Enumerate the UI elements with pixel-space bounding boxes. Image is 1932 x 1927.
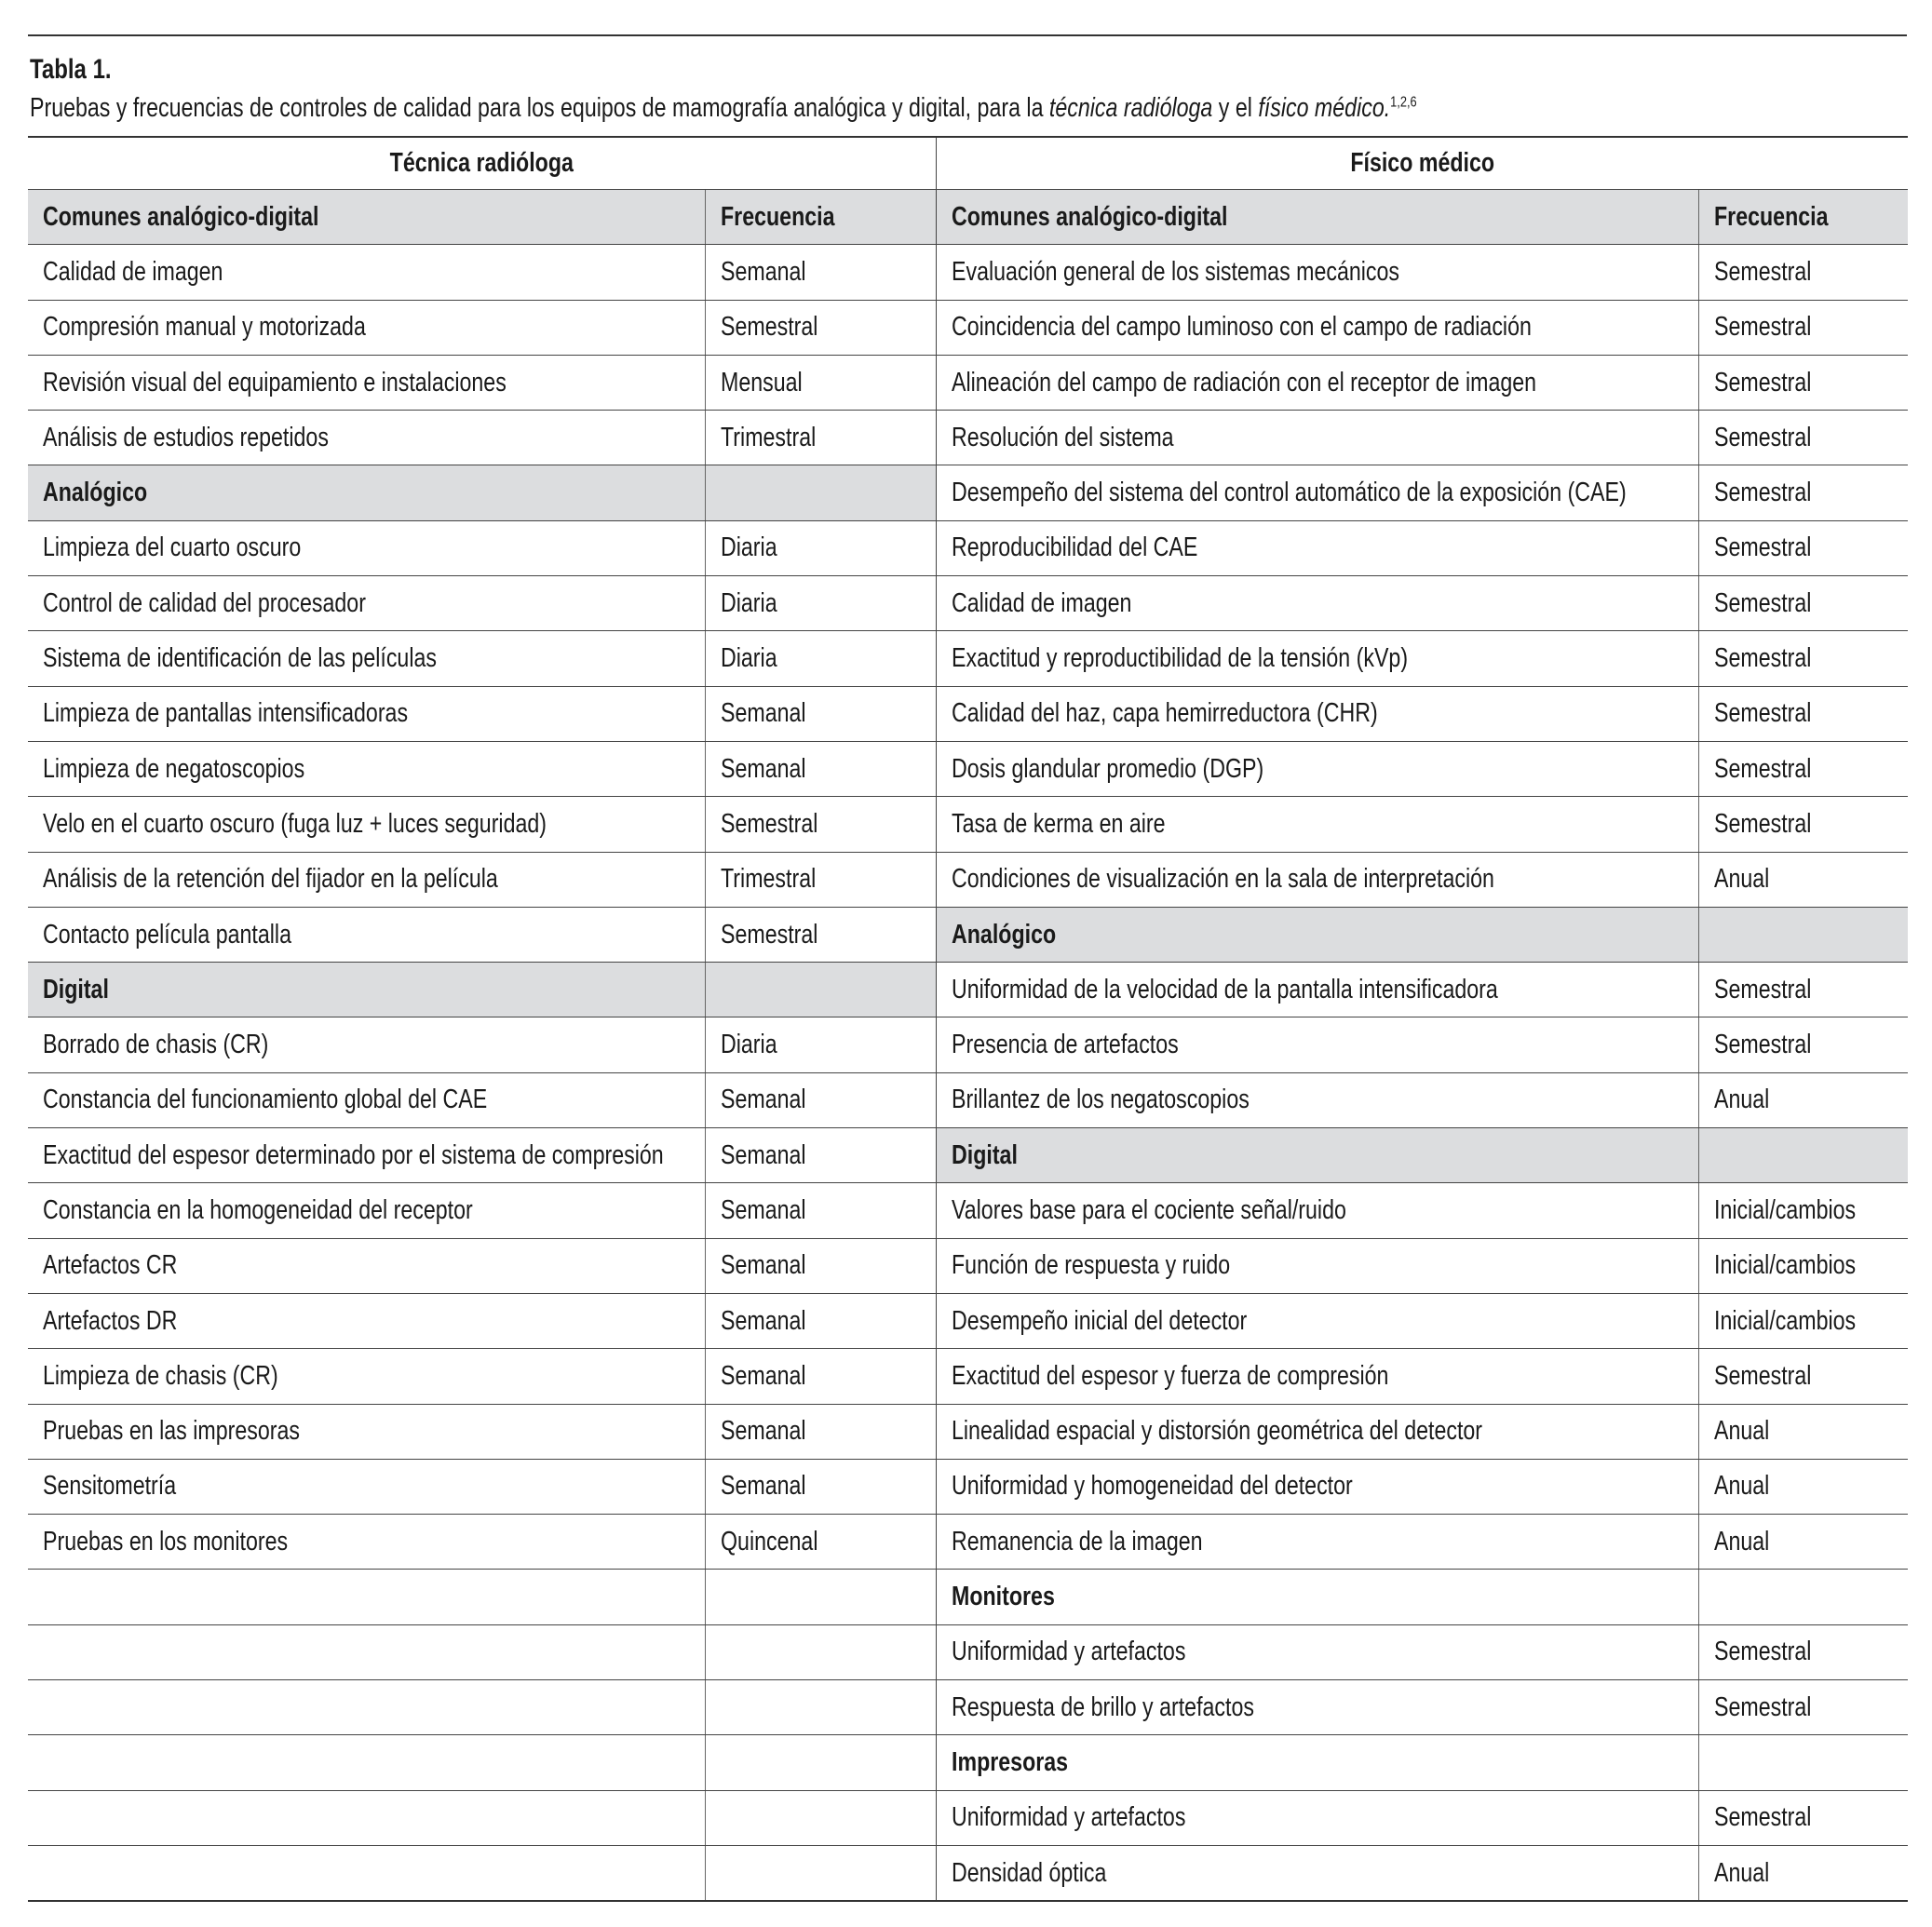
test-cell [936,631,1698,686]
test-cell [28,1624,705,1679]
frequency-text: Anual [1713,1416,1769,1447]
table-row [28,907,1908,962]
test-text: Alineación del campo de radiación con el receptor de imagen [951,367,1536,398]
test-cell [28,1459,705,1514]
test-text: Uniformidad y artefactos [951,1802,1185,1833]
test-cell [28,1790,705,1845]
table-row [28,1845,1908,1901]
table-row [28,797,1908,852]
frequency-cell [1698,1072,1908,1127]
frequency-cell [1698,1238,1908,1293]
table-row [28,1349,1908,1404]
table-row [28,963,1908,1017]
test-cell [936,1404,1698,1459]
group-header-cell [28,465,705,520]
test-text: Exactitud del espesor determinado por el sistema de compresión [43,1139,664,1170]
test-cell [28,300,705,355]
test-cell [28,1735,705,1790]
table-row [28,1459,1908,1514]
frequency-text: Mensual [720,367,803,398]
frequency-text: Anual [1713,864,1769,895]
frequency-text: Diaria [720,643,777,674]
frequency-cell [1698,797,1908,852]
frequency-cell [705,797,936,852]
test-cell [28,520,705,575]
test-cell [936,1293,1698,1348]
frequency-cell [1698,741,1908,796]
group-header-cell [28,963,705,1017]
test-cell [936,1017,1698,1072]
frequency-cell [705,411,936,465]
frequency-text: Inicial/cambios [1713,1305,1856,1336]
test-cell [28,1017,705,1072]
test-text: Limpieza del cuarto oscuro [43,532,302,563]
test-text: Limpieza de pantallas intensificadoras [43,698,409,729]
table-row [28,1128,1908,1183]
test-cell [28,355,705,410]
frequency-cell [705,852,936,907]
frequency-cell [705,631,936,686]
test-cell [936,1680,1698,1735]
group-header-cell [936,907,1698,962]
frequency-cell [1698,1570,1908,1624]
test-cell [28,576,705,631]
test-cell [28,1845,705,1901]
test-cell [936,1072,1698,1127]
test-text: Resolución del sistema [951,422,1174,452]
frequency-cell [705,1735,936,1790]
test-text: Uniformidad y artefactos [951,1637,1185,1667]
test-cell [28,1404,705,1459]
frequency-text: Semestral [720,312,817,343]
test-text: Comunes analógico-digital [43,201,319,232]
frequency-cell [705,1515,936,1570]
test-cell [936,355,1698,410]
test-text: Calidad de imagen [43,256,223,287]
table-row [28,1072,1908,1127]
test-text: Limpieza de negatoscopios [43,753,305,784]
table-row [28,1624,1908,1679]
test-cell [936,1845,1698,1901]
test-cell [936,245,1698,300]
frequency-text: Semestral [1713,422,1811,452]
frequency-text: Frecuencia [1713,201,1829,232]
test-cell [28,686,705,741]
table-row [28,1238,1908,1293]
test-cell [28,1515,705,1570]
frequency-text: Semanal [720,1305,806,1336]
test-text: Sensitometría [43,1471,177,1502]
test-cell [936,686,1698,741]
frequency-cell [705,1624,936,1679]
frequency-cell [1698,1017,1908,1072]
test-text: Digital [43,974,109,1004]
frequency-text: Diaria [720,532,777,563]
test-text: Analógico [951,919,1056,950]
header-tecnica [28,137,936,190]
frequency-text: Frecuencia [720,201,835,232]
frequency-text: Semestral [1713,753,1811,784]
test-text: Exactitud del espesor y fuerza de compresión [951,1360,1388,1391]
frequency-cell [705,576,936,631]
group-header-cell [28,190,705,245]
frequency-cell [1698,1845,1908,1901]
table-row [28,1790,1908,1845]
test-text: Remanencia de la imagen [951,1526,1203,1556]
caption-em-fisico: físico médico. [1258,93,1391,123]
test-text: Control de calidad del procesador [43,587,366,618]
test-cell [936,1515,1698,1570]
frequency-cell [705,1293,936,1348]
test-text: Condiciones de visualización en la sala de interpretación [951,864,1494,895]
frequency-cell [705,355,936,410]
test-cell [28,1570,705,1624]
test-cell [28,1680,705,1735]
frequency-text: Semestral [1713,532,1811,563]
test-cell [28,852,705,907]
test-cell [936,300,1698,355]
table-row [28,1293,1908,1348]
test-text: Monitores [951,1582,1055,1612]
frequency-cell [1698,1293,1908,1348]
test-text: Evaluación general de los sistemas mecánicos [951,256,1399,287]
frequency-cell [1698,355,1908,410]
caption-text: Pruebas y frecuencias de controles de calidad para los equipos de mamografía analógica y digital, para la [30,93,1049,123]
test-cell [28,631,705,686]
test-cell [936,1624,1698,1679]
frequency-cell [705,1404,936,1459]
frequency-cell [1698,1404,1908,1459]
frequency-cell [1698,411,1908,465]
frequency-text: Semestral [1713,1802,1811,1833]
test-text: Comunes analógico-digital [951,201,1227,232]
frequency-cell [1698,1790,1908,1845]
frequency-text: Semestral [1713,478,1811,508]
test-text: Constancia en la homogeneidad del receptor [43,1194,473,1225]
table-row [28,411,1908,465]
frequency-text: Semestral [1713,808,1811,839]
test-text: Coincidencia del campo luminoso con el campo de radiación [951,312,1532,343]
section-header-row [28,137,1908,190]
header-fisico-label: Físico médico [1349,148,1494,178]
test-cell [936,576,1698,631]
frequency-text: Semestral [1713,1637,1811,1667]
test-cell [28,1349,705,1404]
group-header-cell [936,1570,1698,1624]
table-title: Tabla 1. [30,54,112,85]
frequency-cell [1698,963,1908,1017]
test-text: Respuesta de brillo y artefactos [951,1691,1254,1722]
frequency-text: Semestral [1713,587,1811,618]
frequency-cell [705,1238,936,1293]
test-text: Velo en el cuarto oscuro (fuga luz + luces seguridad) [43,808,547,839]
frequency-text: Inicial/cambios [1713,1194,1856,1225]
frequency-text: Trimestral [720,864,816,895]
test-text: Pruebas en las impresoras [43,1416,300,1447]
test-text: Función de respuesta y ruido [951,1250,1230,1281]
frequency-text: Inicial/cambios [1713,1250,1856,1281]
frequency-text: Semanal [720,1194,806,1225]
test-cell [936,963,1698,1017]
frequency-text: Semestral [720,919,817,950]
frequency-cell [1698,1515,1908,1570]
table-row [28,300,1908,355]
table-row [28,1680,1908,1735]
test-text: Exactitud y reproductibilidad de la tensión (kVp) [951,643,1408,674]
frequency-cell [1698,631,1908,686]
table-row [28,686,1908,741]
test-cell [936,411,1698,465]
frequency-text: Semanal [720,1085,806,1115]
frequency-text: Trimestral [720,422,816,452]
frequency-cell [705,1128,936,1183]
test-text: Análisis de estudios repetidos [43,422,329,452]
test-text: Digital [951,1139,1018,1170]
test-cell [936,1459,1698,1514]
test-text: Desempeño del sistema del control automático de la exposición (CAE) [951,478,1627,508]
caption-mid: y el [1212,93,1259,123]
frequency-cell [1698,190,1908,245]
frequency-cell [1698,1624,1908,1679]
frequency-text: Semestral [1713,974,1811,1004]
frequency-cell [1698,1459,1908,1514]
table-row [28,245,1908,300]
frequency-cell [705,907,936,962]
test-text: Densidad óptica [951,1857,1106,1888]
frequency-text: Semestral [1713,367,1811,398]
frequency-text: Anual [1713,1085,1769,1115]
test-text: Artefactos DR [43,1305,178,1336]
table-row [28,465,1908,520]
test-cell [936,741,1698,796]
table-row [28,576,1908,631]
table-row [28,190,1908,245]
test-text: Borrado de chasis (CR) [43,1030,269,1060]
table-row [28,520,1908,575]
group-header-cell [936,190,1698,245]
caption-refs: 1,2,6 [1390,94,1417,111]
frequency-cell [705,1570,936,1624]
test-text: Sistema de identificación de las películas [43,643,437,674]
qc-table [28,136,1908,1902]
frequency-cell [1698,852,1908,907]
table-row [28,741,1908,796]
frequency-text: Semestral [720,808,817,839]
frequency-text: Diaria [720,587,777,618]
frequency-cell [705,190,936,245]
frequency-cell [705,741,936,796]
frequency-cell [705,1790,936,1845]
test-cell [28,741,705,796]
test-cell [28,797,705,852]
test-text: Calidad del haz, capa hemirreductora (CHR) [951,698,1378,729]
test-cell [936,1238,1698,1293]
test-text: Reproducibilidad del CAE [951,532,1197,563]
group-header-cell [936,1735,1698,1790]
test-text: Analógico [43,478,148,508]
test-cell [28,245,705,300]
test-cell [28,1128,705,1183]
test-text: Contacto película pantalla [43,919,291,950]
test-text: Análisis de la retención del fijador en la película [43,864,498,895]
frequency-cell [1698,907,1908,962]
test-text: Linealidad espacial y distorsión geométrica del detector [951,1416,1482,1447]
frequency-cell [705,1845,936,1901]
group-header-cell [936,1128,1698,1183]
test-cell [28,907,705,962]
frequency-cell [705,1349,936,1404]
frequency-cell [705,1459,936,1514]
frequency-text: Diaria [720,1030,777,1060]
frequency-text: Semestral [1713,698,1811,729]
test-cell [28,1238,705,1293]
frequency-text: Semestral [1713,256,1811,287]
test-text: Impresoras [951,1746,1068,1777]
caption-em-tecnica: técnica radióloga [1048,93,1213,123]
frequency-text: Semestral [1713,643,1811,674]
test-text: Pruebas en los monitores [43,1526,289,1556]
frequency-text: Semanal [720,1360,806,1391]
frequency-cell [1698,245,1908,300]
frequency-text: Anual [1713,1526,1769,1556]
frequency-cell [705,1183,936,1238]
test-cell [28,1293,705,1348]
test-text: Dosis glandular promedio (DGP) [951,753,1263,784]
frequency-cell [705,520,936,575]
frequency-text: Semanal [720,1139,806,1170]
test-text: Uniformidad y homogeneidad del detector [951,1471,1353,1502]
table-row [28,355,1908,410]
frequency-cell [1698,1735,1908,1790]
table-caption [30,93,1417,124]
frequency-cell [705,963,936,1017]
test-text: Revisión visual del equipamiento e instalaciones [43,367,507,398]
frequency-cell [705,1017,936,1072]
table-row [28,1515,1908,1570]
frequency-text: Semanal [720,1471,806,1502]
frequency-text: Semestral [1713,1030,1811,1060]
test-text: Constancia del funcionamiento global del CAE [43,1085,488,1115]
header-fisico [936,137,1908,190]
test-cell [936,465,1698,520]
test-text: Limpieza de chasis (CR) [43,1360,278,1391]
test-text: Tasa de kerma en aire [951,808,1166,839]
test-cell [936,1349,1698,1404]
frequency-cell [1698,1183,1908,1238]
frequency-text: Semanal [720,698,806,729]
table-row [28,852,1908,907]
test-cell [936,1183,1698,1238]
frequency-cell [705,245,936,300]
test-text: Compresión manual y motorizada [43,312,366,343]
frequency-cell [1698,1128,1908,1183]
test-cell [28,411,705,465]
test-cell [936,520,1698,575]
frequency-text: Semestral [1713,1691,1811,1722]
table-row [28,1183,1908,1238]
top-rule [28,34,1907,36]
frequency-cell [705,300,936,355]
test-cell [28,1072,705,1127]
frequency-cell [705,465,936,520]
test-cell [28,1183,705,1238]
frequency-cell [1698,1680,1908,1735]
frequency-text: Semanal [720,1416,806,1447]
frequency-cell [705,686,936,741]
frequency-cell [1698,300,1908,355]
test-text: Calidad de imagen [951,587,1131,618]
test-text: Presencia de artefactos [951,1030,1179,1060]
frequency-cell [1698,576,1908,631]
frequency-cell [1698,520,1908,575]
frequency-text: Semestral [1713,312,1811,343]
frequency-text: Semanal [720,256,806,287]
frequency-cell [705,1072,936,1127]
frequency-cell [1698,1349,1908,1404]
test-cell [936,852,1698,907]
frequency-text: Quincenal [720,1526,817,1556]
frequency-text: Semanal [720,1250,806,1281]
frequency-text: Anual [1713,1471,1769,1502]
table-row [28,1017,1908,1072]
frequency-text: Semestral [1713,1360,1811,1391]
table-row [28,1570,1908,1624]
test-cell [936,1790,1698,1845]
frequency-cell [1698,686,1908,741]
test-text: Desempeño inicial del detector [951,1305,1247,1336]
header-tecnica-label: Técnica radióloga [389,148,574,178]
test-text: Uniformidad de la velocidad de la pantalla intensificadora [951,974,1498,1004]
table-row [28,1404,1908,1459]
frequency-cell [705,1680,936,1735]
frequency-text: Semanal [720,753,806,784]
table-row [28,631,1908,686]
table-row [28,1735,1908,1790]
frequency-cell [1698,465,1908,520]
test-text: Valores base para el cociente señal/ruido [951,1194,1346,1225]
test-text: Artefactos CR [43,1250,178,1281]
frequency-text: Anual [1713,1857,1769,1888]
test-text: Brillantez de los negatoscopios [951,1085,1250,1115]
test-cell [936,797,1698,852]
